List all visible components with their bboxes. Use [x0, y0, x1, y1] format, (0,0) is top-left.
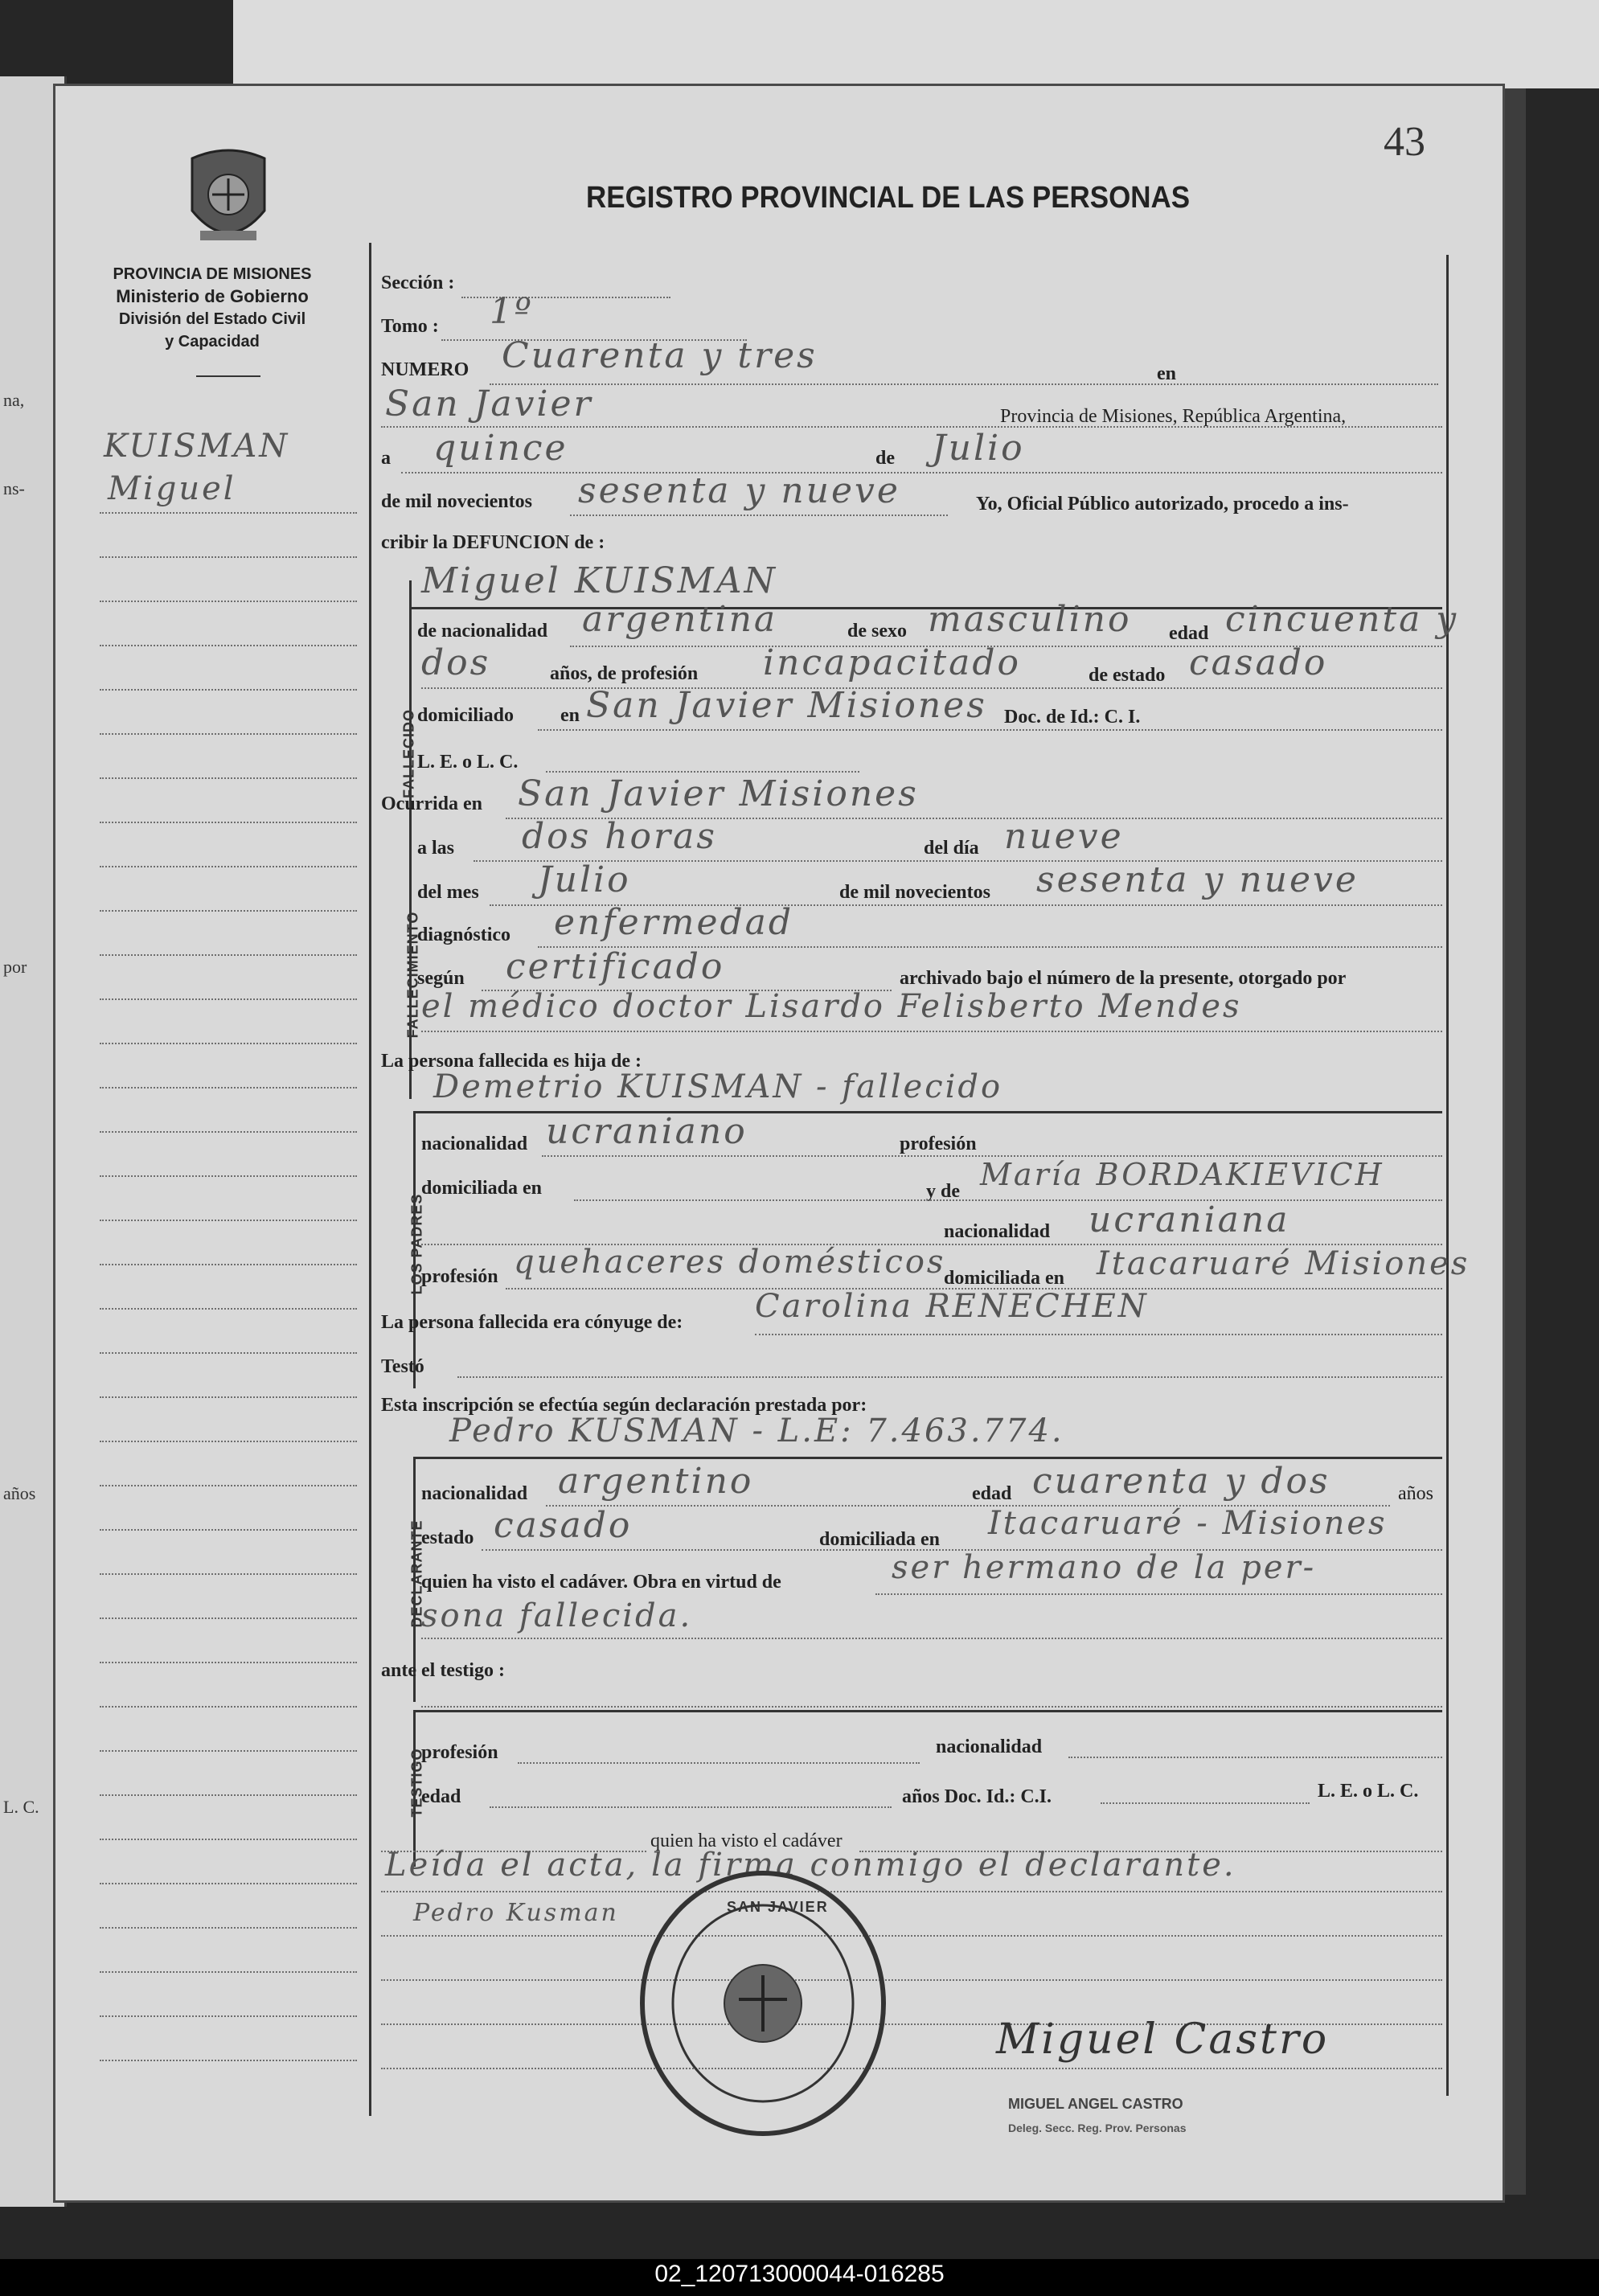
edad-value: cincuenta y [1225, 599, 1459, 640]
numero-line [490, 383, 1438, 385]
closing-line-1 [381, 1891, 1442, 1892]
tomo-label: Tomo : [381, 316, 439, 337]
padre-domicilio-label: domiciliada en [421, 1178, 543, 1199]
margin-rule [100, 1883, 357, 1884]
hija-de-label: La persona fallecida es hija de : [381, 1051, 642, 1072]
cribir-label: cribir la DEFUNCION de : [381, 532, 605, 553]
ocurrida-value: San Javier Misiones [518, 773, 919, 814]
nacionalidad-value: argentina [582, 599, 778, 640]
sexo-value: masculino [928, 599, 1132, 640]
decl-anos-label: años [1398, 1483, 1433, 1504]
quien-ha-visto-2-label: quien ha visto el cadáver [650, 1831, 843, 1851]
margin-rule [100, 1839, 357, 1840]
anos-profesion-label: años, de profesión [550, 663, 699, 684]
testigo-doc-label: años Doc. Id.: C.I. [902, 1786, 1052, 1807]
margin-rule [100, 1794, 357, 1796]
margin-rule [100, 1131, 357, 1133]
stamp-top-text: SAN JAVIER [727, 1899, 829, 1915]
org-block [88, 263, 337, 353]
decl-nacionalidad-value: argentino [558, 1461, 754, 1502]
testigo-nacionalidad-label: nacionalidad [936, 1736, 1043, 1757]
numero-label: NUMERO [381, 359, 469, 380]
section-label-testigo: TESTIGO [408, 1748, 425, 1818]
leida-value: Leída el acta, la firma conmigo el declarante. [385, 1847, 1236, 1884]
margin-rule [100, 1617, 357, 1619]
y-de-label: y de [926, 1181, 960, 1202]
segun-value: certificado [506, 946, 725, 987]
padre-profesion-label: profesión [900, 1134, 977, 1154]
madre-profesion-label: profesión [421, 1266, 498, 1287]
conyuge-value: Carolina RENECHEN [755, 1288, 1149, 1325]
domicilio-line [538, 729, 1442, 731]
de-label: de [875, 448, 895, 469]
page-title: REGISTRO PROVINCIAL DE LAS PERSONAS [586, 181, 1191, 215]
decl-edad-value: cuarenta y dos [1032, 1461, 1330, 1502]
decl-estado-value: casado [494, 1505, 633, 1546]
testigo-name-line [421, 1706, 1442, 1708]
conyuge-label: La persona fallecida era cónyuge de: [381, 1312, 683, 1333]
margin-rule [100, 1264, 357, 1265]
diagnostico-label: diagnóstico [417, 925, 511, 945]
nacionalidad-label: de nacionalidad [417, 621, 548, 642]
padre-nacionalidad-label: nacionalidad [421, 1134, 528, 1154]
a-las-label: a las [417, 838, 455, 859]
left-fragment: L. C. [3, 1797, 39, 1817]
estado-value: casado [1189, 642, 1328, 683]
margin-rule [100, 1662, 357, 1663]
del-dia-label: del día [924, 838, 979, 859]
margin-rule [100, 1352, 357, 1354]
decl-nacionalidad-label: nacionalidad [421, 1483, 528, 1504]
padre-nacionalidad-value: ucraniano [546, 1111, 748, 1152]
margin-rule [100, 689, 357, 691]
image-id-caption: 02_120713000044-016285 [654, 2261, 945, 2287]
medico-line [421, 1031, 1442, 1032]
register-page [53, 84, 1505, 2203]
anio-value: sesenta y nueve [578, 470, 900, 511]
right-border [1446, 255, 1449, 2096]
decl-domicilio-value: Itacaruaré - Misiones [988, 1505, 1388, 1542]
decl-domicilio-label: domiciliada en [819, 1529, 941, 1550]
margin-rule [100, 1396, 357, 1398]
dia-muerte-value: nueve [1004, 816, 1124, 857]
margin-rule [100, 1220, 357, 1221]
obra-value-2: sona fallecida. [421, 1597, 693, 1634]
margin-surname: KUISMAN [104, 428, 290, 465]
section-label-fallecimiento: FALLECIMIENTO [404, 911, 421, 1039]
declarante-top-rule [413, 1457, 1442, 1459]
margin-rule [100, 1441, 357, 1442]
madre-domicilio-label: domiciliada en [944, 1268, 1065, 1289]
margin-rule [100, 512, 357, 514]
lugar-value: San Javier [385, 383, 593, 424]
section-label-padres: LOS PADRES [408, 1193, 425, 1295]
margin-rule [100, 822, 357, 823]
decl-edad-label: edad [972, 1483, 1012, 1504]
margin-rule [100, 910, 357, 912]
testigo-edad-line [490, 1806, 892, 1808]
margin-rule [100, 1308, 357, 1310]
org-capacity: y Capacidad [165, 333, 260, 351]
left-fragment: años [3, 1483, 36, 1503]
margin-rule [100, 2015, 357, 2017]
archivado-label: archivado bajo el número de la presente, otorgado por [900, 968, 1347, 989]
de-mil-label: de mil novecientos [381, 491, 532, 512]
inscripcion-label: Esta inscripción se efectúa según declaración prestada por: [381, 1395, 867, 1416]
decl-estado-label: estado [421, 1527, 474, 1548]
left-fragment: na, [3, 390, 25, 410]
madre-nacionalidad-label: nacionalidad [944, 1221, 1051, 1242]
margin-rule [100, 1573, 357, 1575]
margin-rule [100, 601, 357, 602]
medico-value: el médico doctor Lisardo Felisberto Mendes [421, 988, 1242, 1025]
le-lc-line [546, 771, 859, 773]
mes-value: Julio [932, 428, 1025, 469]
org-province: PROVINCIA DE MISIONES [113, 265, 312, 283]
testo-line [457, 1376, 1442, 1378]
madre-value: María BORDAKIEVICH [980, 1157, 1384, 1192]
testigo-le-lc-label: L. E. o L. C. [1318, 1781, 1419, 1802]
margin-rule [100, 1175, 357, 1177]
margin-rule [100, 1706, 357, 1708]
margin-rule [100, 1087, 357, 1089]
margin-rule [100, 556, 357, 558]
edad-value-2: dos [421, 642, 491, 683]
page-number: 43 [1384, 119, 1425, 165]
closing-line-3 [381, 1979, 1442, 1981]
madre-profesion-value: quehaceres domésticos [514, 1244, 946, 1281]
yo-oficial-label: Yo, Oficial Público autorizado, procedo a ins- [976, 494, 1349, 515]
obra-line [875, 1593, 1442, 1595]
margin-rule [100, 645, 357, 646]
section-label-fallecido: FALLECIDO [400, 709, 417, 798]
org-ministry: Ministerio de Gobierno [116, 286, 309, 306]
testigo-top-rule [413, 1710, 1442, 1712]
doc-id-label: Doc. de Id.: C. I. [1004, 707, 1141, 728]
domiciliado-label: domiciliado [417, 705, 515, 726]
fecha-line [401, 472, 1442, 474]
margin-divider [369, 243, 371, 2116]
padre-value: Demetrio KUISMAN - fallecido [433, 1068, 1003, 1105]
margin-rule [100, 1043, 357, 1044]
padre-domicilio-line [574, 1199, 1442, 1201]
margin-name: Miguel [108, 470, 236, 507]
de-mil-nov-label: de mil novecientos [839, 882, 990, 903]
margin-rule [100, 1485, 357, 1486]
testo-label: Testó [381, 1356, 424, 1377]
anio-line [570, 515, 948, 516]
sexo-label: de sexo [847, 621, 907, 642]
margin-rule [100, 733, 357, 735]
margin-rule [100, 954, 357, 956]
del-mes-label: del mes [417, 882, 479, 903]
signature-name: MIGUEL ANGEL CASTRO [1008, 2096, 1183, 2112]
dia-value: quince [433, 428, 568, 469]
seccion-label: Sección : [381, 273, 455, 293]
closing-line-2 [381, 1935, 1442, 1937]
margin-rule [100, 998, 357, 1000]
fallecido-nombre: Miguel KUISMAN [421, 560, 777, 601]
obra-value: ser hermano de la per- [892, 1549, 1317, 1586]
section-label-declarante: DECLARANTE [408, 1519, 425, 1628]
declarante-value: Pedro KUSMAN - L.E: 7.463.774. [449, 1412, 1064, 1449]
margin-rule [100, 866, 357, 867]
margin-rule [100, 1927, 357, 1929]
en-label-2: en [560, 705, 580, 726]
left-fragment: por [3, 957, 27, 977]
margin-rule [100, 1529, 357, 1531]
tomo-value: 1º [490, 291, 534, 332]
margin-rule [100, 1971, 357, 1973]
anio-muerte-value: sesenta y nueve [1036, 859, 1359, 900]
left-fragment: ns- [3, 478, 25, 498]
margin-rule [100, 2060, 357, 2061]
quien-ha-visto-label: quien ha visto el cadáver. Obra en virtud de [421, 1572, 781, 1593]
provincia-label: Provincia de Misiones, República Argentina, [1000, 406, 1347, 427]
signature-role: Deleg. Secc. Reg. Prov. Personas [1008, 2122, 1187, 2134]
domicilio-value: San Javier Misiones [586, 685, 987, 726]
margin-rule [100, 777, 357, 779]
testigo-edad-label: edad [421, 1786, 461, 1807]
org-underline [196, 375, 260, 377]
ante-testigo-label: ante el testigo : [381, 1660, 505, 1681]
testigo-profesion-label: profesión [421, 1742, 498, 1763]
testigo-profesion-line [518, 1762, 920, 1764]
closing-line-5 [381, 2068, 1442, 2069]
obra-line-2 [421, 1638, 1442, 1639]
numero-value: Cuarenta y tres [502, 335, 818, 376]
firma-declarante: Pedro Kusman [413, 1899, 619, 1927]
estado-label: de estado [1089, 665, 1166, 686]
testigo-nacionalidad-line [1068, 1757, 1442, 1758]
testigo-doc-line [1101, 1802, 1310, 1804]
ocurrida-label: Ocurrida en [381, 793, 482, 814]
margin-rule [100, 1750, 357, 1752]
madre-nacionalidad-value: ucraniana [1089, 1199, 1290, 1240]
org-division: División del Estado Civil [118, 310, 306, 328]
hora-value: dos horas [522, 816, 717, 857]
edad-label: edad [1169, 623, 1209, 644]
coat-of-arms-icon [176, 146, 281, 255]
le-lc-label: L. E. o L. C. [417, 752, 519, 773]
diagnostico-value: enfermedad [554, 902, 794, 943]
a-label: a [381, 448, 391, 469]
official-signature: Miguel Castro [996, 2015, 1330, 2064]
profesion-value: incapacitado [763, 642, 1021, 683]
previous-page-strip [233, 0, 1599, 88]
en-label: en [1157, 363, 1176, 384]
madre-domicilio-value: Itacaruaré Misiones [1097, 1245, 1470, 1282]
mes-muerte-value: Julio [538, 859, 631, 900]
segun-label: según [417, 968, 465, 989]
conyuge-line [755, 1334, 1442, 1335]
